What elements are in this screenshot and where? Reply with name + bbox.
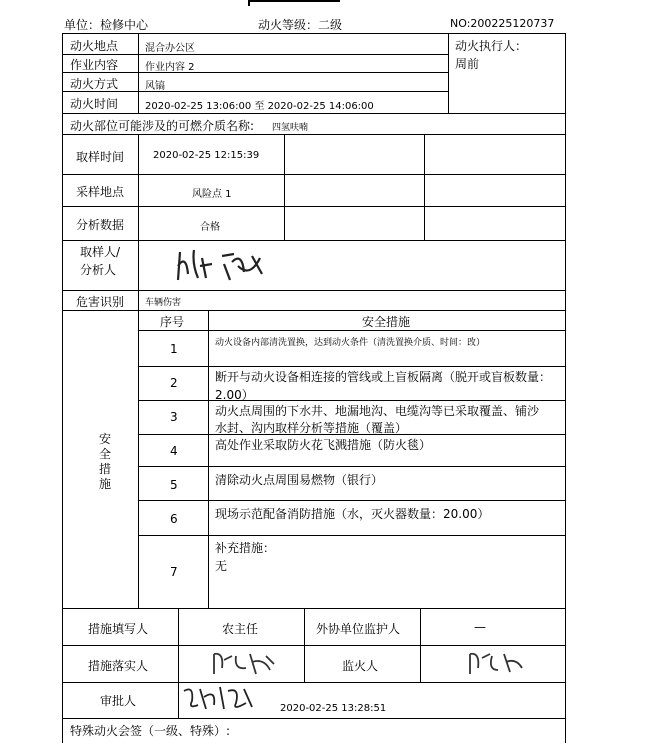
executor-value: 周前: [455, 57, 480, 71]
sampler-signature: [172, 244, 272, 286]
location-value: 混合办公区: [145, 43, 195, 54]
sample-place-value: 风险点 1: [192, 189, 232, 200]
watcher-label: 监火人: [342, 659, 379, 673]
sample-time-value: 2020-02-25 12:15:39: [153, 150, 260, 161]
approver-signature: [180, 683, 260, 713]
measure-no: 7: [170, 565, 178, 579]
measure-text: 动火设备内部清洗置换，达到动火条件（清洗置换介质、时间：攺）: [215, 338, 486, 348]
sampler-label-line1: 取样人/: [80, 245, 121, 259]
title-fragment: [248, 0, 348, 6]
method-label: 动火方式: [70, 77, 119, 91]
measure-text-cont: 水封、沟内取样分析等措施（覆盖）: [215, 421, 408, 435]
measure-text: 高处作业采取防火花飞溅措施（防火毯）: [215, 438, 432, 452]
content-value: 作业内容 2: [145, 62, 195, 73]
measure-no: 5: [170, 478, 178, 492]
time-label: 动火时间: [70, 97, 119, 111]
watcher-signature: [466, 648, 526, 678]
content-label: 作业内容: [70, 58, 119, 72]
sample-place-label: 采样地点: [76, 185, 125, 199]
measure-text-cont: 无: [215, 559, 228, 573]
doc-number: NO:200225120737: [450, 17, 555, 30]
measure-text: 清除动火点周围易燃物（银行）: [215, 473, 384, 487]
executor-label: 动火执行人：: [455, 39, 528, 53]
location-label: 动火地点: [70, 39, 119, 53]
filler-value: 农主任: [222, 622, 259, 636]
level-text: 动火等级：二级: [258, 18, 343, 32]
implementer-signature: [210, 648, 280, 678]
hazard-value: 车辆伤害: [145, 298, 182, 308]
analysis-data-value: 合格: [200, 222, 220, 233]
sampler-label-line2: 分析人: [80, 263, 117, 277]
guardian-label: 外协单位监护人: [316, 622, 401, 636]
measure-text: 动火点周围的下水井、地漏地沟、电缆沟等已采取覆盖、铺沙: [215, 404, 540, 418]
measures-side-label: 安全措施: [98, 432, 111, 491]
measure-no: 4: [170, 444, 178, 458]
measure-no: 1: [170, 342, 178, 356]
measure-no: 3: [170, 410, 178, 424]
implementer-label: 措施落实人: [88, 659, 149, 673]
approve-time: 2020-02-25 13:28:51: [280, 703, 387, 714]
analysis-data-label: 分析数据: [76, 218, 125, 232]
col-no-header: 序号: [160, 315, 185, 329]
hazard-label: 危害识别: [76, 295, 125, 309]
special-signoff-label: 特殊动火会签（一级、特殊）:: [70, 724, 231, 738]
time-value: 2020-02-25 13:06:00 至 2020-02-25 14:06:00: [145, 101, 374, 112]
unit-text: 单位：检修中心: [64, 18, 149, 32]
approver-label: 审批人: [100, 694, 137, 708]
measure-text: 现场示范配备消防措施（水，灭火器数量：20.00）: [215, 507, 490, 521]
media-value: 四氢呋喃: [272, 123, 309, 133]
method-value: 风镐: [145, 81, 165, 92]
measure-no: 6: [170, 512, 178, 526]
media-label: 动火部位可能涉及的可燃介质名称:: [70, 119, 255, 133]
col-measure-header: 安全措施: [362, 315, 411, 329]
guardian-value: —: [474, 620, 486, 634]
measure-text: 断开与动火设备相连接的管线或上盲板隔离（脱开或盲板数量：: [215, 370, 552, 384]
measure-no: 2: [170, 376, 178, 390]
measure-text: 补充措施：: [215, 541, 276, 555]
measure-text-cont: 2.00）: [215, 388, 254, 402]
filler-label: 措施填写人: [88, 622, 149, 636]
sample-time-label: 取样时间: [76, 150, 125, 164]
